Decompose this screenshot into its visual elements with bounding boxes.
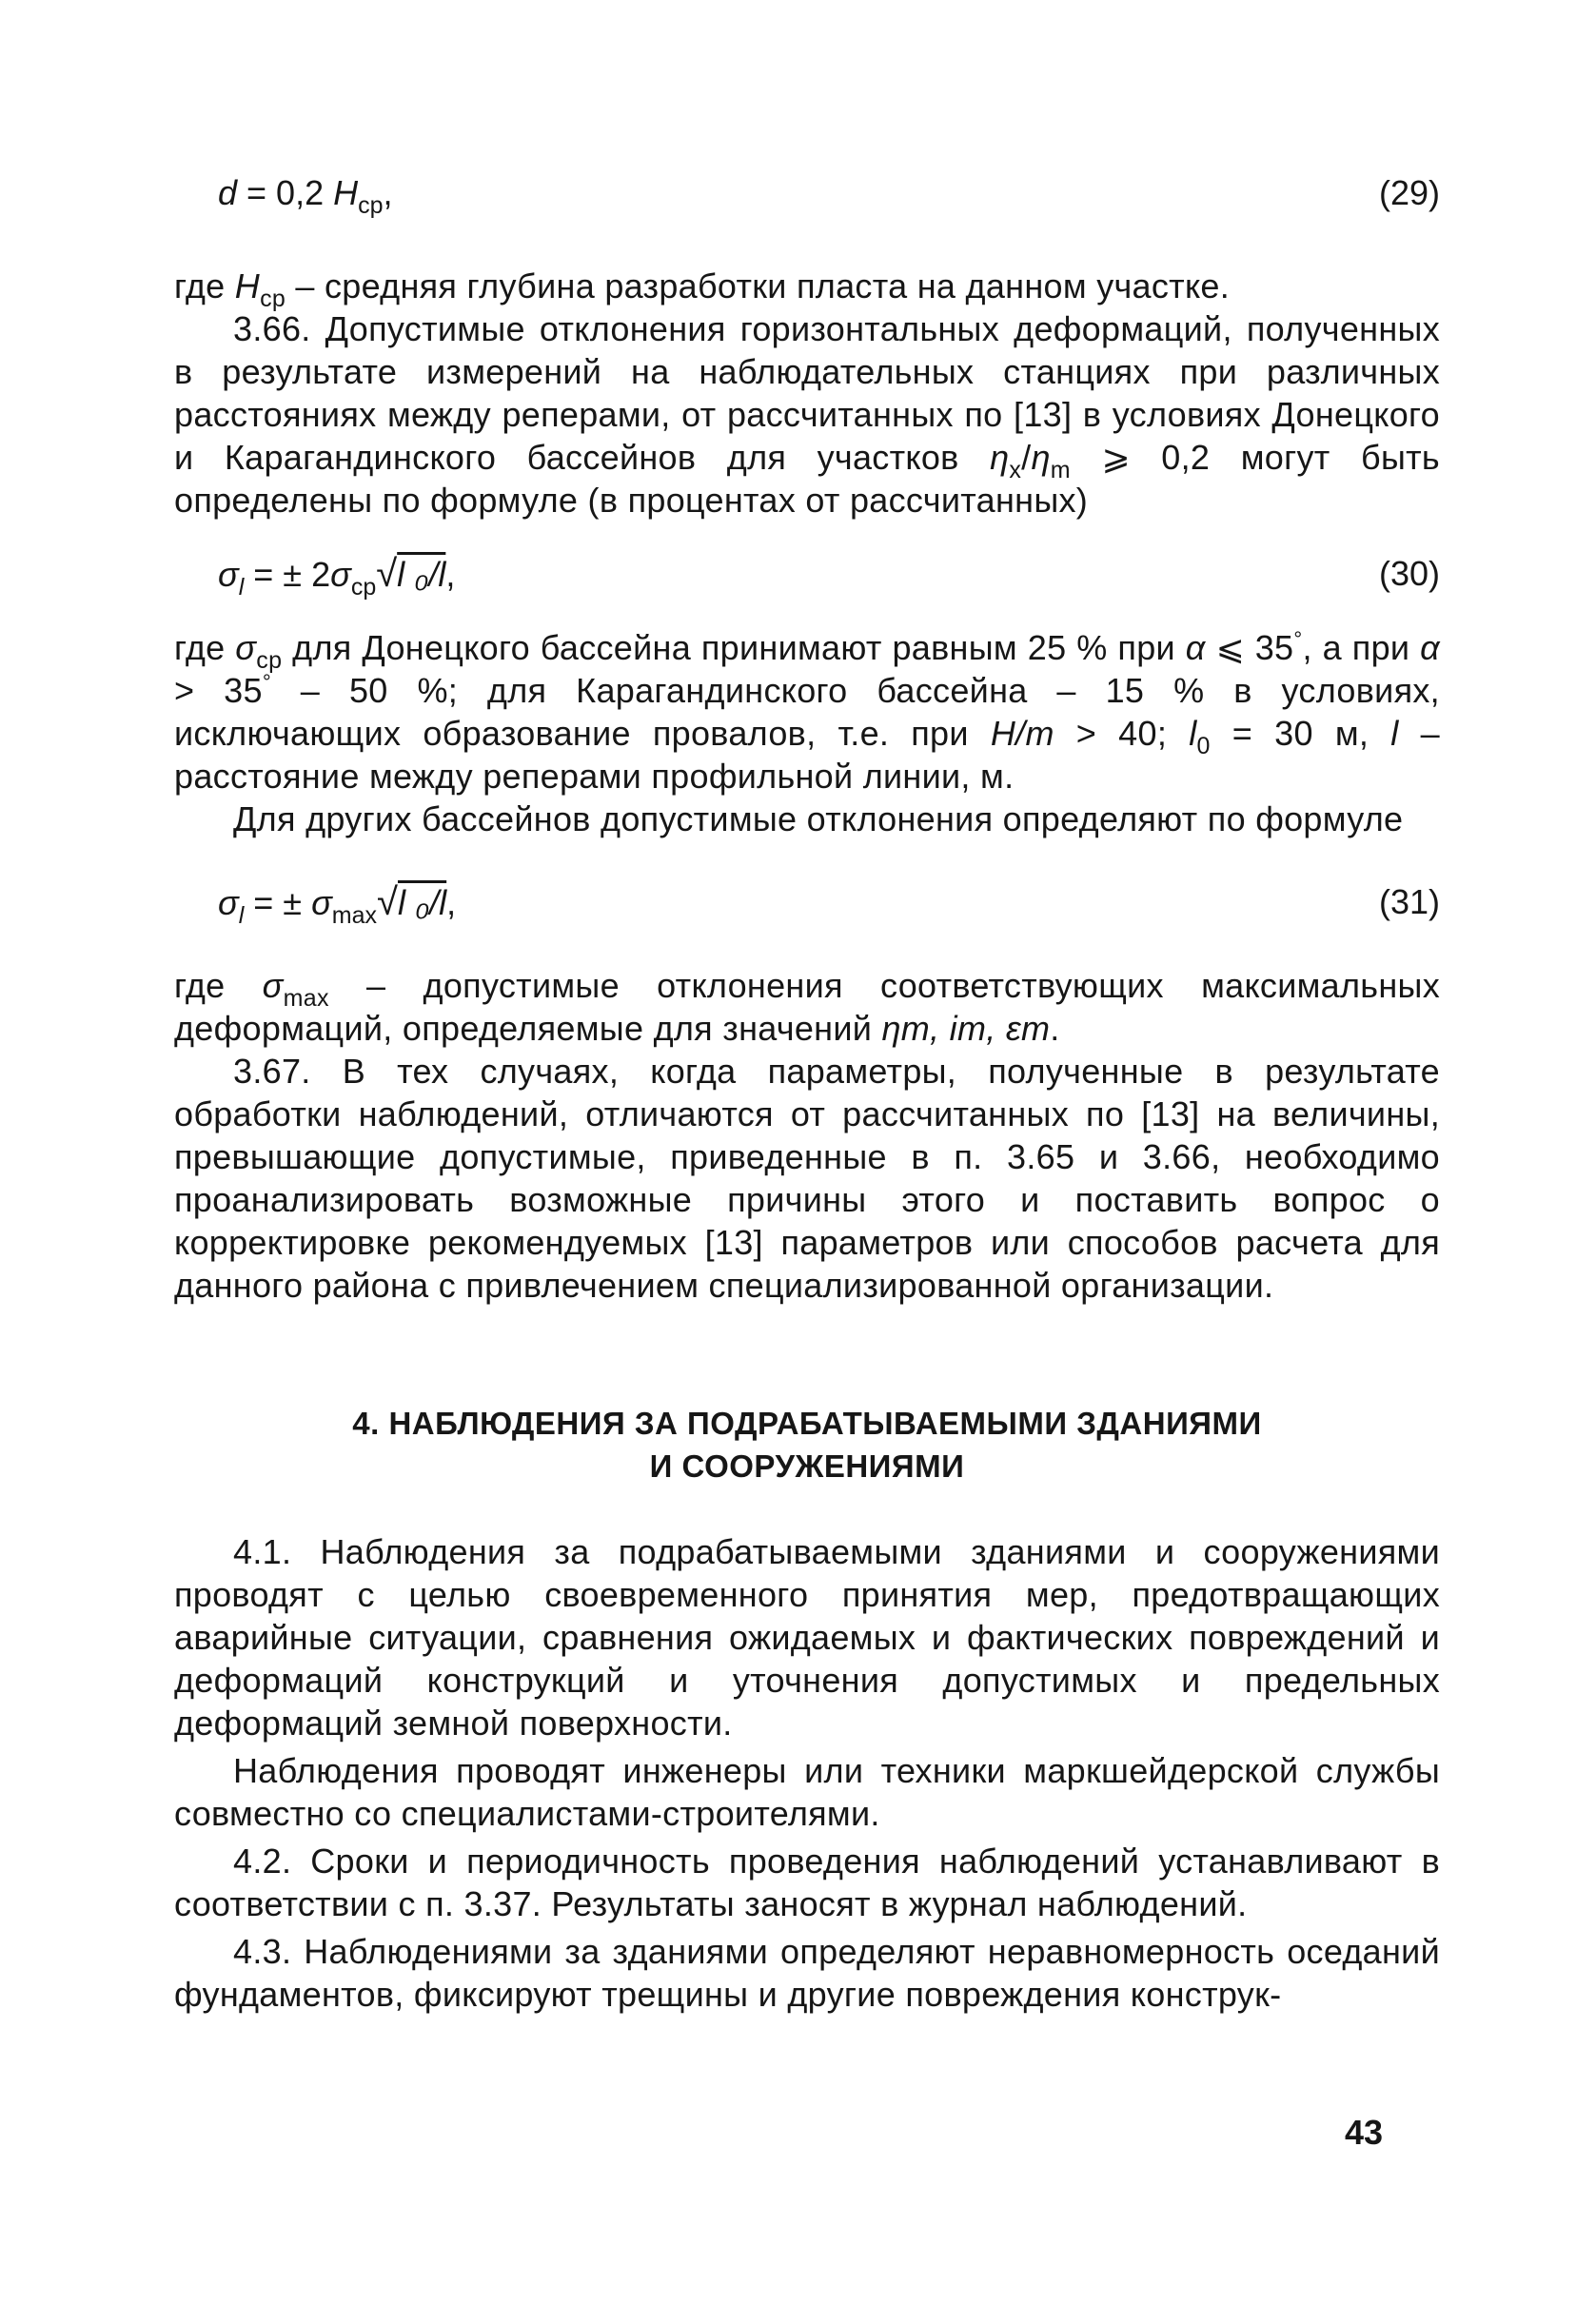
paragraph-h-definition: где $H_{ср}$ – средняя глубина разработки пласта на данном участке.	[174, 266, 1231, 312]
paragraph-4-2: 4.2. Сроки и периодичность проведения наблюдений устанавливают в соответствии с п. 3.37. Результаты заносят в журнал наблюдений.	[174, 1842, 1440, 1923]
section-title-line-2: И СООРУЖЕНИЯМИ	[649, 1448, 965, 1484]
formula-30-expression: $\sigma_l$ = ± $2\sigma_{ср}√l$ ₀/l,	[218, 553, 456, 601]
formula-29-expression: d = 0,2 $H_{ср}$,	[218, 173, 393, 219]
formula-30	[174, 541, 1440, 607]
formula-29	[174, 160, 1440, 227]
page-content	[174, 160, 1440, 2016]
formula-29-number: (29)	[1378, 173, 1440, 212]
paragraph-other-basins: Для других бассейнов допустимые отклонения определяют по формуле	[233, 799, 1404, 838]
paragraph-4-3: 4.3. Наблюдениями за зданиями определяют неравномерность оседаний фундаментов, фиксируют трещины и другие повреждения конструк-	[174, 1932, 1440, 2014]
paragraph-3-67: 3.67. В тех случаях, когда параметры, полученные в результате обработки наблюдений, отличаются от рассчитанных по [13] на величины, превышающие допустимые, приведенные в п. 3.65 и 3.66, необходимо проанализировать возможные причины этого и поставить вопрос о корректировке рекомендуемых [13] параметров или способов расчета для данного района с привлечением специализированной организации.	[174, 1052, 1440, 1305]
page-number: 43	[1345, 2113, 1384, 2152]
formula-30-number: (30)	[1378, 554, 1440, 593]
formula-31-number: (31)	[1378, 882, 1440, 921]
section-title-line-1: 4. НАБЛЮДЕНИЯ ЗА ПОДРАБАТЫВАЕМЫМИ ЗДАНИЯМИ	[352, 1406, 1262, 1441]
paragraph-sigma-definition: где $\sigma_{ср}$ для Донецкого бассейна принимают равным 25 % при α ⩽ 35°, а при α > 35° – 50 %; для Карагандинского бассейна – 15 % в условиях, исключающих образование провалов, т.е. при H/m > 40; $l_0 = 30$ м, l – расстояние между реперами профильной линии, м.	[174, 627, 1440, 796]
section-heading	[174, 1402, 1440, 1487]
paragraph-3-66: 3.66. Допустимые отклонения горизонтальных деформаций, полученных в результате измерений на наблюдательных станциях при различных расстояниях между реперами, от рассчитанных по [13] в условиях Донецкого и Карагандинского бассейнов для участков $\eta_x/\eta_m$ ⩾ 0,2 могут быть определены по формуле (в процентах от рассчитанных)	[174, 309, 1440, 520]
paragraph-sigma-max-definition: где $\sigma_{max}$ – допустимые отклонения соответствующих максимальных деформаций, определяемые для значений ηm, im, εm.	[174, 966, 1440, 1048]
formula-31	[174, 869, 1440, 936]
paragraph-observers: Наблюдения проводят инженеры или техники маркшейдерской службы совместно со специалистами-строителями.	[174, 1751, 1440, 1833]
paragraph-4-1: 4.1. Наблюдения за подрабатываемыми зданиями и сооружениями проводят с целью своевременного принятия мер, предотвращающих аварийные ситуации, сравнения ожидаемых и фактических повреждений и деформаций конструкций и уточнения допустимых и предельных деформаций земной поверхности.	[174, 1532, 1440, 1743]
formula-31-expression: $\sigma_l$ = ± $\sigma_{max}√l$ ₀/l,	[218, 881, 457, 929]
